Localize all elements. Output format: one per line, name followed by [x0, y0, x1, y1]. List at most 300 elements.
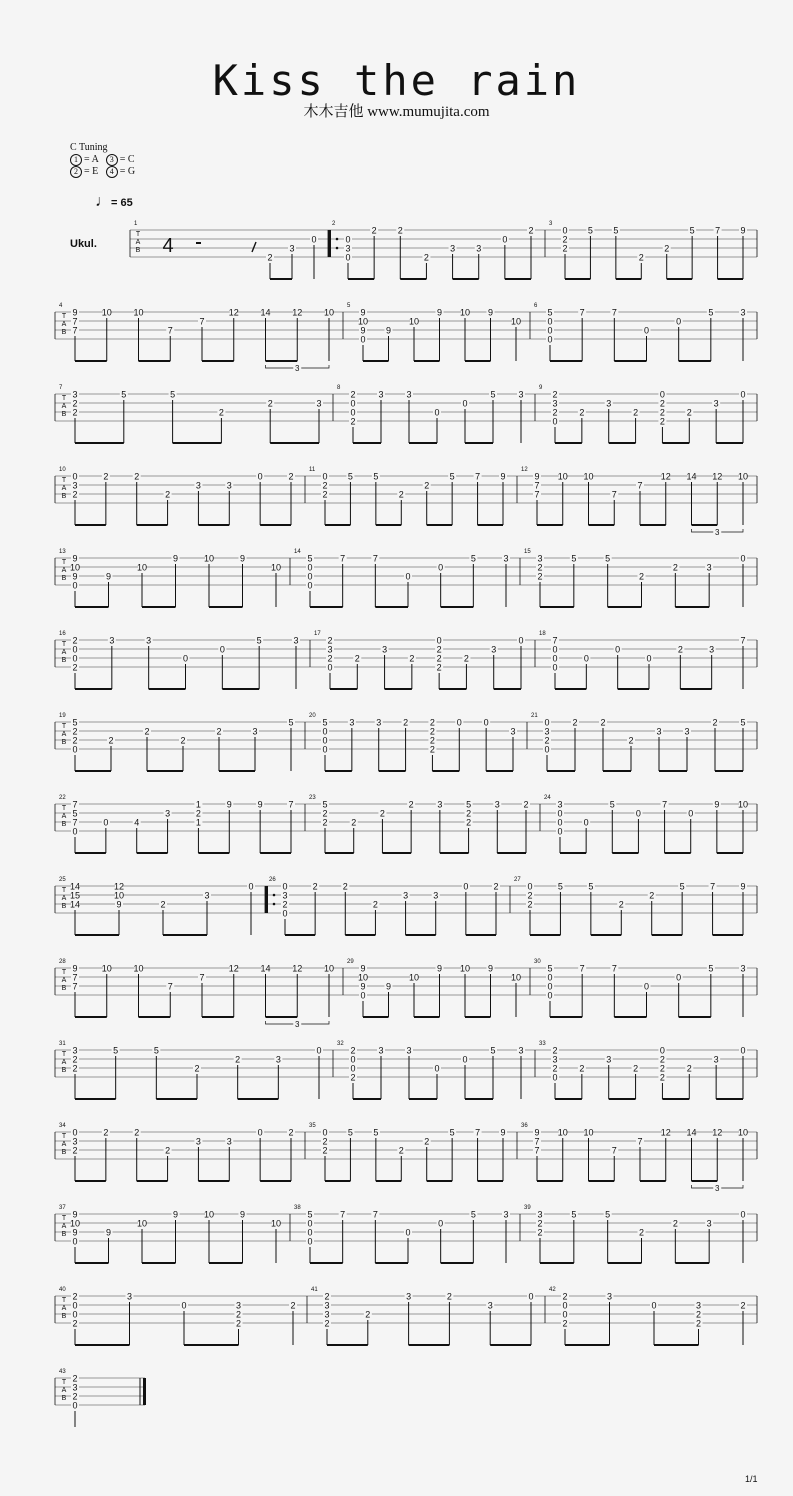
fret-number: 10 — [408, 316, 420, 327]
fret-number: 2 — [552, 1045, 558, 1056]
fret-number: 2 — [659, 1072, 665, 1083]
measure-number: 21 — [531, 713, 538, 719]
fret-number: 7 — [167, 325, 173, 336]
tab-clef-letter: A — [61, 977, 67, 984]
measure-number: 9 — [539, 385, 543, 391]
fret-number: 2 — [638, 252, 644, 263]
fret-number: 3 — [740, 307, 746, 318]
fret-number: 12 — [712, 1127, 723, 1138]
fret-number: 10 — [323, 307, 335, 318]
tab-clef-letter: T — [61, 559, 67, 566]
tab-clef-letter: T — [61, 1297, 67, 1304]
tab-clef-letter: T — [61, 1051, 67, 1058]
fret-number: 0 — [72, 1300, 78, 1311]
fret-number: 3 — [740, 963, 746, 974]
measure-number: 4 — [59, 303, 63, 309]
tab-clef-letter: B — [61, 657, 67, 664]
fret-number: 9 — [72, 553, 78, 564]
measure-number: 24 — [544, 795, 551, 801]
fret-number: 2 — [672, 1218, 678, 1229]
fret-number: 2 — [134, 1127, 140, 1138]
fret-number: 2 — [324, 1318, 330, 1329]
fret-number: 15 — [69, 890, 81, 901]
fret-number: 2 — [72, 398, 78, 409]
fret-number: 2 — [659, 407, 665, 418]
fret-number: 0 — [583, 653, 589, 664]
fret-number: 2 — [527, 899, 533, 910]
fret-number: 10 — [583, 1127, 594, 1138]
fret-number: 2 — [562, 1291, 568, 1302]
tab-clef-letter: B — [61, 985, 67, 992]
fret-number: 9 — [714, 799, 720, 810]
fret-number: 3 — [433, 890, 439, 901]
fret-number: 7 — [72, 981, 78, 992]
fret-number: 0 — [583, 817, 589, 828]
fret-number: 3 — [226, 1136, 232, 1147]
fret-number: 2 — [528, 225, 534, 236]
fret-number: 7 — [579, 307, 585, 318]
fret-number: 3 — [606, 398, 612, 409]
tab-clef-letter: T — [61, 1215, 67, 1222]
fret-number: 0 — [528, 1291, 534, 1302]
fret-number: 0 — [307, 580, 313, 591]
fret-number: 10 — [459, 963, 471, 974]
fret-number: 2 — [562, 243, 568, 254]
fret-number: 2 — [397, 225, 403, 236]
fret-number: 2 — [562, 234, 568, 245]
tab-clef-letter: A — [61, 895, 67, 902]
fret-number: 0 — [547, 316, 553, 327]
fret-number: 3 — [235, 1300, 242, 1311]
fret-number: 2 — [72, 662, 78, 673]
fret-number: 5 — [153, 1045, 159, 1056]
score-subtitle: 木木吉他 www.mumujita.com — [303, 104, 490, 120]
fret-number: 3 — [72, 1382, 78, 1393]
fret-number: 2 — [695, 1309, 702, 1320]
fret-number: 9 — [239, 553, 246, 564]
measure-number: 43 — [59, 1369, 66, 1375]
fret-number: 14 — [686, 471, 697, 482]
fret-number: 3 — [552, 398, 558, 409]
fret-number: 0 — [350, 1054, 356, 1065]
measure-number: 26 — [269, 877, 276, 883]
fret-number: 0 — [659, 389, 665, 400]
instrument-label: Ukul. — [70, 238, 97, 250]
fret-number: 5 — [490, 389, 496, 400]
fret-number: 2 — [282, 899, 288, 910]
fret-number: 7 — [552, 635, 558, 646]
fret-number: 2 — [322, 489, 328, 500]
fret-number: 0 — [676, 316, 682, 327]
fret-number: 0 — [547, 990, 553, 1001]
fret-number: 5 — [708, 307, 714, 318]
fret-number: 2 — [429, 735, 435, 746]
fret-number: 3 — [282, 890, 288, 901]
fret-number: 0 — [72, 1127, 78, 1138]
fret-number: 3 — [713, 398, 719, 409]
fret-number: 2 — [677, 644, 683, 655]
tab-clef-letter: B — [135, 247, 141, 254]
fret-number: 2 — [322, 817, 328, 828]
fret-number: 3 — [476, 243, 482, 254]
measure-number: 37 — [59, 1205, 66, 1211]
measure-number: 10 — [59, 467, 66, 473]
fret-number: 2 — [544, 735, 550, 746]
fret-number: 0 — [557, 808, 563, 819]
fret-number: 2 — [72, 635, 78, 646]
fret-number: 0 — [740, 553, 746, 564]
tab-clef-letter: A — [61, 321, 67, 328]
fret-number: 14 — [686, 1127, 697, 1138]
fret-number: 14 — [69, 881, 81, 892]
fret-number: 9 — [487, 307, 494, 318]
fret-number: 5 — [679, 881, 685, 892]
tab-clef-letter: B — [61, 739, 67, 746]
fret-number: 14 — [69, 899, 81, 910]
fret-number: 3 — [252, 726, 258, 737]
fret-number: 3 — [450, 243, 456, 254]
fret-number: 7 — [611, 489, 617, 500]
fret-number: 2 — [322, 1145, 328, 1156]
fret-number: 2 — [103, 1127, 109, 1138]
fret-number: 2 — [398, 1145, 404, 1156]
fret-number: 5 — [72, 808, 78, 819]
fret-number: 2 — [424, 1136, 430, 1147]
fret-number: 3 — [544, 726, 550, 737]
fret-number: 2 — [288, 471, 294, 482]
fret-number: 2 — [633, 1063, 639, 1074]
fret-number: 5 — [571, 1209, 577, 1220]
fret-number: 0 — [434, 407, 440, 418]
fret-number: 2 — [327, 653, 333, 664]
fret-number: 10 — [133, 963, 144, 974]
fret-number: 2 — [403, 717, 409, 728]
fret-number: 9 — [500, 471, 506, 482]
fret-number: 2 — [72, 1145, 78, 1156]
fret-number: 10 — [101, 307, 112, 318]
fret-number: 7 — [72, 316, 78, 327]
fret-number: 10 — [557, 471, 568, 482]
fret-number: 0 — [463, 881, 469, 892]
fret-number: 2 — [562, 1318, 568, 1329]
fret-number: 7 — [611, 963, 617, 974]
fret-number: 0 — [72, 653, 78, 664]
fret-number: 3 — [403, 890, 409, 901]
fret-number: 2 — [322, 808, 328, 819]
fret-number: 0 — [635, 808, 641, 819]
score-title: Kiss the rain — [212, 56, 581, 105]
measure-number: 1 — [134, 221, 138, 227]
fret-number: 7 — [288, 799, 294, 810]
repeat-barline-thick — [265, 886, 268, 913]
fret-number: 3 — [606, 1054, 612, 1065]
tuning-row-1: 1 = A 3 = C — [70, 154, 135, 166]
fret-number: 2 — [664, 243, 670, 254]
fret-number: 5 — [740, 717, 746, 728]
fret-number: 2 — [424, 480, 430, 491]
fret-number: 0 — [552, 662, 558, 673]
fret-number: 5 — [307, 1209, 313, 1220]
tab-clef-letter: T — [61, 313, 67, 320]
fret-number: 5 — [605, 553, 611, 564]
fret-number: 7 — [372, 553, 378, 564]
fret-number: 9 — [360, 963, 366, 974]
fret-number: 3 — [195, 480, 201, 491]
fret-number: 0 — [552, 653, 558, 664]
fret-number: 2 — [429, 726, 435, 737]
string-note: G — [127, 166, 136, 177]
fret-number: 5 — [587, 225, 593, 236]
fret-number: 7 — [72, 817, 78, 828]
tab-clef-letter: B — [61, 1149, 67, 1156]
fret-number: 10 — [133, 307, 144, 318]
fret-number: 10 — [323, 963, 335, 974]
fret-number: 3 — [72, 1136, 78, 1147]
measure-number: 42 — [549, 1287, 556, 1293]
fret-number: 10 — [510, 316, 522, 327]
fret-number: 2 — [463, 653, 469, 664]
measure-number: 27 — [514, 877, 521, 883]
fret-number: 0 — [72, 471, 78, 482]
tab-clef-letter: T — [61, 641, 67, 648]
fret-number: 2 — [466, 808, 472, 819]
measure-number: 41 — [311, 1287, 318, 1293]
fret-number: 5 — [347, 1127, 353, 1138]
fret-number: 12 — [712, 471, 723, 482]
fret-number: 7 — [534, 1145, 540, 1156]
fret-number: 3 — [606, 1291, 613, 1302]
fret-number: 0 — [544, 717, 550, 728]
fret-number: 14 — [260, 307, 271, 318]
fret-number: 2 — [354, 653, 360, 664]
fret-number: 0 — [688, 808, 694, 819]
tab-clef-letter: T — [61, 1379, 67, 1386]
fret-number: 2 — [537, 571, 543, 582]
fret-number: 0 — [181, 1300, 187, 1311]
fret-number: 0 — [562, 1309, 568, 1320]
fret-number: 0 — [547, 334, 553, 345]
fret-number: 2 — [712, 717, 718, 728]
fret-number: 10 — [101, 963, 112, 974]
fret-number: 0 — [257, 1127, 263, 1138]
fret-number: 2 — [638, 571, 645, 582]
tab-clef-letter: A — [61, 567, 67, 574]
measure-number: 32 — [337, 1041, 344, 1047]
fret-number: 9 — [740, 881, 746, 892]
fret-number: 2 — [322, 1136, 328, 1147]
fret-number: 3 — [126, 1291, 133, 1302]
fret-number: 0 — [307, 571, 313, 582]
fret-number: 0 — [327, 662, 333, 673]
repeat-barline-thick — [328, 230, 331, 257]
fret-number: 0 — [350, 407, 356, 418]
fret-number: 2 — [322, 480, 328, 491]
fret-number: 9 — [172, 1209, 179, 1220]
tab-clef-letter: T — [135, 231, 141, 238]
fret-number: 0 — [360, 990, 366, 1001]
fret-number: 7 — [534, 480, 540, 491]
fret-number: 0 — [322, 1127, 328, 1138]
fret-number: 5 — [449, 1127, 455, 1138]
fret-number: 12 — [113, 881, 125, 892]
fret-number: 10 — [459, 307, 471, 318]
fret-number: 0 — [518, 635, 524, 646]
fret-number: 3 — [316, 398, 322, 409]
fret-number: 9 — [257, 799, 263, 810]
fret-number: 2 — [72, 1318, 78, 1329]
fret-number: 3 — [487, 1300, 493, 1311]
measure-number: 34 — [59, 1123, 66, 1129]
fret-number: 3 — [437, 799, 443, 810]
fret-number: 5 — [571, 553, 577, 564]
fret-number: 5 — [708, 963, 714, 974]
tuning-label: C Tuning — [70, 142, 108, 153]
fret-number: 0 — [72, 826, 78, 837]
measure-number: 39 — [524, 1205, 531, 1211]
fret-number: 5 — [288, 717, 294, 728]
fret-number: 3 — [72, 1045, 78, 1056]
quarter-note-icon: ♩ — [95, 193, 111, 210]
fret-number: 0 — [547, 972, 553, 983]
fret-number: 10 — [136, 1218, 148, 1229]
fret-number: 0 — [434, 1063, 440, 1074]
fret-number: 0 — [72, 744, 78, 755]
fret-number: 2 — [72, 1391, 78, 1402]
fret-number: 2 — [144, 726, 150, 737]
fret-number: 0 — [307, 1218, 313, 1229]
fret-number: 2 — [72, 1291, 78, 1302]
string-number: 1 — [70, 154, 82, 166]
final-barline-thick — [143, 1378, 146, 1405]
string-number: 4 — [106, 166, 118, 178]
fret-number: 7 — [579, 963, 585, 974]
fret-number: 3 — [503, 553, 509, 564]
fret-number: 0 — [72, 1236, 78, 1247]
fret-number: 2 — [372, 899, 378, 910]
tab-clef-letter: T — [61, 477, 67, 484]
fret-number: 10 — [113, 890, 125, 901]
fret-number: 0 — [562, 1300, 568, 1311]
fret-number: 5 — [557, 881, 563, 892]
fret-number: 9 — [740, 225, 746, 236]
fret-number: 0 — [182, 653, 189, 664]
fret-number: 0 — [740, 1045, 746, 1056]
fret-number: 3 — [324, 1300, 330, 1311]
measure-number: 28 — [59, 959, 66, 965]
fret-number: 2 — [466, 817, 472, 828]
fret-number: 3 — [195, 1136, 201, 1147]
fret-number: 0 — [307, 1227, 313, 1238]
fret-number: 2 — [290, 1300, 296, 1311]
fret-number: 3 — [324, 1309, 330, 1320]
fret-number: 0 — [462, 398, 468, 409]
fret-number: 7 — [372, 1209, 378, 1220]
repeat-dot — [273, 903, 276, 906]
measure-number: 36 — [521, 1123, 528, 1129]
fret-number: 12 — [292, 307, 303, 318]
eighth-rest-icon — [252, 242, 256, 252]
fret-number: 5 — [588, 881, 594, 892]
fret-number: 0 — [307, 562, 313, 573]
fret-number: 7 — [710, 881, 716, 892]
fret-number: 3 — [72, 389, 78, 400]
fret-number: 3 — [406, 389, 412, 400]
fret-number: 2 — [695, 1318, 702, 1329]
fret-number: 0 — [282, 881, 288, 892]
tab-clef-letter: A — [61, 485, 67, 492]
fret-number: 7 — [611, 307, 617, 318]
fret-number: 7 — [340, 1209, 346, 1220]
fret-number: 2 — [572, 717, 578, 728]
fret-number: 9 — [239, 1209, 246, 1220]
tuning-row-2: 2 = E 4 = G — [70, 166, 135, 178]
fret-number: 10 — [136, 562, 148, 573]
fret-number: 7 — [715, 225, 721, 236]
fret-number: 0 — [527, 881, 533, 892]
fret-number: 2 — [180, 735, 186, 746]
tab-clef-letter: A — [61, 649, 67, 656]
fret-number: 12 — [228, 963, 239, 974]
fret-number: 5 — [490, 1045, 496, 1056]
fret-number: 7 — [611, 1145, 617, 1156]
tab-clef-letter: B — [61, 411, 67, 418]
measure-number: 11 — [309, 467, 316, 473]
fret-number: 9 — [360, 981, 366, 992]
repeat-dot — [336, 247, 339, 250]
fret-number: 2 — [672, 562, 678, 573]
tab-clef-letter: B — [61, 1313, 67, 1320]
fret-number: 0 — [360, 334, 366, 345]
tab-clef-letter: A — [135, 239, 141, 246]
fret-number: 9 — [360, 325, 366, 336]
fret-number: 3 — [345, 243, 351, 254]
tab-clef-letter: A — [61, 1223, 67, 1230]
fret-number: 9 — [72, 571, 78, 582]
fret-number: 2 — [327, 635, 333, 646]
fret-number: 0 — [438, 1218, 444, 1229]
measure-number: 6 — [534, 303, 538, 309]
fret-number: 7 — [637, 480, 643, 491]
measure-number: 29 — [347, 959, 354, 965]
fret-number: 3 — [494, 799, 500, 810]
fret-number: 2 — [351, 817, 357, 828]
fret-number: 9 — [172, 553, 179, 564]
fret-number: 7 — [475, 1127, 481, 1138]
fret-number: 2 — [267, 398, 273, 409]
fret-number: 3 — [656, 726, 662, 737]
fret-number: 2 — [686, 1063, 692, 1074]
fret-number: 3 — [510, 726, 516, 737]
fret-number: 7 — [340, 553, 346, 564]
fret-number: 10 — [357, 972, 369, 983]
tab-clef-letter: B — [61, 575, 67, 582]
fret-number: 5 — [121, 389, 127, 400]
fret-number: 2 — [552, 407, 558, 418]
fret-number: 12 — [292, 963, 303, 974]
fret-number: 0 — [257, 471, 263, 482]
triplet-number: 3 — [295, 1020, 300, 1029]
fret-number: 0 — [322, 744, 328, 755]
fret-number: 2 — [523, 799, 529, 810]
measure-number: 15 — [524, 549, 531, 555]
fret-number: 10 — [408, 972, 420, 983]
fret-number: 3 — [552, 1054, 558, 1065]
fret-number: 0 — [436, 635, 442, 646]
fret-number: 2 — [493, 881, 499, 892]
fret-number: 3 — [406, 1045, 412, 1056]
tab-clef-letter: A — [61, 813, 67, 820]
fret-number: 0 — [562, 225, 568, 236]
